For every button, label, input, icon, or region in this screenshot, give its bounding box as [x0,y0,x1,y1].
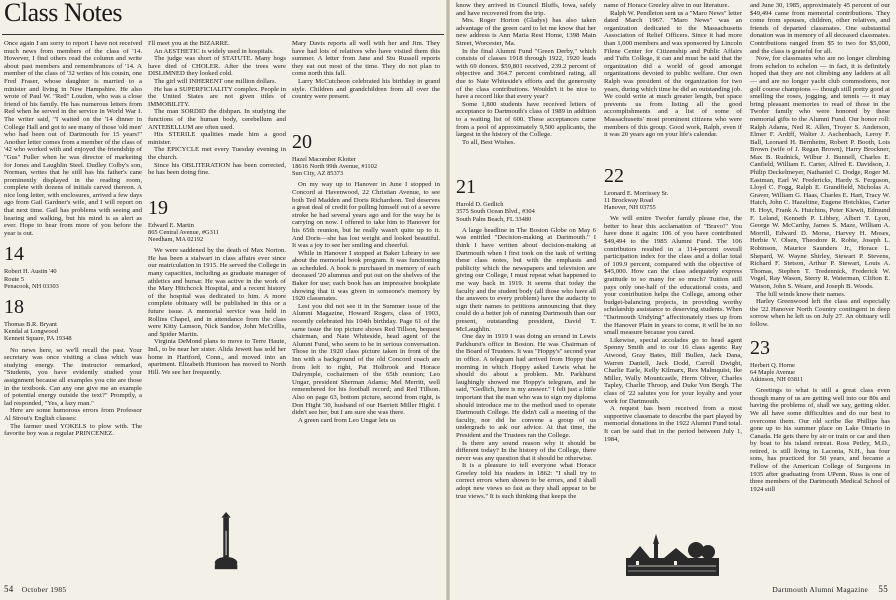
column-paragraph: Harley Greenwood left the class and especially the '22 Hanover North Country contingent in deep sorrow when he left us on July 27. An obituary will follow. [750,298,890,328]
column-paragraph: A green card from Leo Ungar lets us [298,416,396,424]
column-paragraph: know they arrived in Council Bluffs, Iowa, safely and have recovered from the trip. [456,2,596,17]
address-line: Atkinson, NH 03811 [750,375,804,383]
class-number: 22 [604,164,624,187]
address-line: Route 5 [4,275,25,283]
column-paragraph: Now, for classmates who are no longer climbing from echelon to echelon — in fact, it is definitely hoped that they are not climbing any ladders at all — and are no longer yacht club commodores, nor golf course champions — though still pretty good at smelling the roses, jogging, and tennis — it may bring pleasant memories to read of those in the Twofer family who were honored by these memorial gifts to the Alumni Fund. Our honor roll: Ralph Adams, Ned R. Allen, Troyer S. Anderson, Elmer F. Ardiff, Walter J. Aschenbach, Leroy F. Ball, Leonard H. Bernheim, Robert P. Booth, Lois Brown (wife of J. Regan Brown), Harry Brockner, Max B. Rudnick, Wilbur J. Bunnell, Charles E. Canfield, William E. Carter, Alfred E. Davidson, J. Philip Deckelmeyer, Nathaniel C. Dodge, Roger M. Eastman, Earl W. Fredericks, Hardy S. Ferguson, Lloyd C. Fogg, Ralph E. Grandfield, Nicholas A. Graver, William G. Haas, Charles E. Hart, Tracy W. Hatch, John C. Hazeltine, Eugene Hotchkiss, Carter H. Hoyt, Frank A. Hutchins, Peter Kiewit, Edmund F. Leland, Kenneth P. Libbey, Albert T. Lyon, George W. McCarthy, James S. Maze, William A. Morrill, Edward D. Morse, Harvey H. Moses, Herbie V. Olsen, Theodore R. Robie, Joseph L. Robinson, Maurice Saunders Jr., Horace L. Shepard, W. Wayne Shirley, Stewart P. Stevens, Richard F. Stetson, Arthur P. Stewart, Louis A. Thomas, Stephen T. Tredennick, Frederick W. Vogel, Ray Wason, Sterry R. Waterman, Clifton E. Watson, John S. Weare, and Joseph B. Woods. [750,55,890,290]
column-paragraph: A large headline in The Boston Globe on May 6 was entitled "Decision-making at Dartmouth." I think I have written about decision-making at Dartmouth when I first took on the task of writing these class notes, but with the emphasis and publicity which the newspapers and television are giving our College, I must repeat what happened to me way back in 1919. It seems that today the faculty and the student body (all those who have all the answers to every problem) have the audacity to sign their names to petitions announcing that they could do a better job of running Dartmouth than our present, outstanding president, David T. McLaughlin. [456,226,596,333]
village-woodcut-illustration [624,528,721,580]
column-paragraph: I'll meet you at the BIZARRE. [148,40,230,47]
column-paragraph: The farmer used YOKELS to plow with. The favorite boy was a regular PRINCENEZ. [4,422,142,438]
right-column-2 [604,2,742,522]
column-paragraph: A request has been received from a most supportive classmate to describe the part played by memorial donations in the 1922 Alumni Fund total. It can be said that in the period between July 1, 1984, [604,405,742,443]
column-paragraph: We were saddened by the death of Max Norton. He has been a stalwart in class affairs ever since our matriculation in 1915. He served the College in many capacities, including as graduate manager of athletics and bursar. He was active in the work of the Mary Hitchcock Hospital, and a recent history of the hospital was dedicated to him. A more complete obituary will be published in this or a future issue. A memorial service was held in Rollins Chapel, and in attendance from the class were Kitty Lamson, Nick Sandoe, John McCrillis, and Spider Martin. [148,247,286,338]
column-paragraph: He has a SUPERFICIALITY complex. People in the United States are not given titles of IMMOBILITY. [148,85,286,108]
column-paragraph: The EPICYCLE met every Tuesday evening in the church. [148,146,286,161]
address-line: 64 Maple Avenue [750,368,795,376]
address-line: Hazel Macomber Klotter [292,155,356,163]
class-secretary-address [4,268,142,290]
class-number: 23 [750,336,770,359]
column-paragraph: The hill winds know their names. [756,290,846,298]
column-paragraph: Some 1,800 students have received letters of acceptance to Dartmouth's class of 1989 in addition to a waiting list of 600. These acceptances came from a pool of approximately 9,500 applicants, the largest in the history of the College. [456,100,596,139]
address-line: Herbert Q. Horne [750,361,795,369]
left-folio [4,584,66,594]
address-line: Hanover, NH 03755 [604,204,656,212]
right-column-3 [750,2,890,582]
column-paragraph: and June 30, 1985, approximately 45 percent of our $49,494 came from memorial contributions. They come from spouses, children, other relatives, and friends of departed classmates. One substantial donation was in memory of all deceased classmates. Contributions ranged from $5 to two for $5,000, and the class is grateful for all. [750,2,890,55]
column-paragraph: On my way up to Hanover in June I stopped in Concord at Havenwood, 22 Christian Avenue, to see both Ted Madden and Doris Richardson. Ted deserves a great deal of credit for pulling himself out of a severe stroke he had several years ago and for the way he is carrying on now. I offered to take him to Hanover for his 65th reunion, but he really wasn't quite up to it. And Doris—she has lost weight and looked beautiful. It was a joy to see her smiling and cheerful. [292,181,440,250]
column-paragraph: An AESTHETIC is widely used in hospitals. [154,47,274,55]
address-line: 18616 North 99th Avenue, #1102 [292,162,378,170]
column-paragraph: Likewise, special accolades go to head agent Spenny Smith and to our 16 class agents: Ray Atwood, Gray Bates, Bill Bullen, Jack Dana, Warren Daniell, Jack Dodd, Carroll Dwight, Charlie Earle, Kelly Kilmarx, Rex Malmquist, Ike Miller, Wally Mountcastle, Herm Oliver, Charles Tapley, Charlie Throop, and Duke Von Bergh. The class of '22 salutes you for your loyalty and your work for Dartmouth. [604,336,742,405]
address-line: Sun City, AZ 85373 [292,170,344,178]
tower-figure-illustration [188,512,266,572]
class-secretary-address [292,156,440,178]
column-paragraph: Larry McCutcheon celebrated his birthday in grand style. Children and grandchildren from all over the country were present. [292,77,440,101]
column-paragraph: Here are some humorous errors from Professor Al Strout's English classes: [4,407,142,422]
column-paragraph: Virginia DeMond plans to move to Terre Haute, Ind., to be near her sister. Alida Jewett has sold her home in Hartford, Conn., and moved into an apartment. Elizabeth Huntoon has moved to North Hill. We see her frequently. [148,338,286,376]
column-paragraph: While in Hanover I stopped at Baker Library to see about the memorial book program. It was functioning as scheduled. A book is purchased in memory of each deceased '20 alumnus and put out on the shelves of the Baker for use; each book has an impressive bookplate showing that it was given in someone's memory by 1920 classmates. [292,249,440,303]
column-paragraph: Since his OBLITERATION has been corrected, he has been doing fine. [148,161,286,177]
class-number: 20 [292,130,312,153]
address-line: Thomas B.R. Bryant [4,321,57,329]
column-paragraph: Lest you did not see it in the Summer issue of the Alumni Magazine, Howard Rogers, class of 1903, recently celebrated his 104th birthday. Page 61 of the same issue the top picture shows Red Tillson, bequest chairman, and Nate Whiteside, head agent of the Alumni Fund, who seem to be in serious conversation. Those in the 1920 class picture taken in front of the Inn with a background of the old Concord coach are from left to right, Pat Holbrook and Horace Dalrymple, cochairmen of the 65th reunion; Leo Ungar, president Sherman Adams; Mel Merritt, well remembered for his football record; and Red Tillson. Also on page 63, bottom picture, second from right, is Don Hight '30, husband of our Harriett Miller Hight. I didn't see her, but I am sure she was there. [292,302,440,417]
column-paragraph: Is there any sound reason why it should be different today? In the history of the College, there never was any question that it should be otherwise. [456,439,596,462]
column-paragraph: It is a pleasure to tell everyone what Horace Greeley told his readers in 1862: "I shall try to correct errors when shown to be errors, and I shall adopt new views so fast as they shall appear to be true views." It is such thinking that keeps the [456,462,596,500]
column-paragraph: The judge was short of STATUTE. Many hogs have died of CHOLER. After the trees were DISLIMNED they looked cold. [148,55,286,78]
column-paragraph: Mrs. Roger Horton (Gladys) has also taken advantage of the green card to let me know that her new address is Ann Maria Rest Home, 1398 Main Street, Worcester, Ma. [456,17,596,47]
right-column-1 [456,2,596,582]
right-page [448,0,896,600]
column-paragraph: The girl will INHERENT one million dollars. [154,77,277,85]
column-paragraph: No news here, so we'll recall the past. Your secretary was once visiting a class which was studying energy. The instructor remarked, "Students, you have evidently studied your assignment because all examples you cite are those in the textbook. Can any one give me an example of potential energy outside the text?" Promptly, a lad responded, "Yes, a lazy man." [4,346,142,407]
section-title: Class Notes [4,0,122,27]
page-number: 54 [4,584,14,594]
intro-paragraph: Once again I am sorry to report I have not received much news from members of the class of '14. However, I find others read the column and write about past members and remembrances of '14. A member of the class of '32 writes of his cousin, one Fred Fraser, whose daughter is married to a minister and living in New Hampshire. He also wrote of Paul W. "Red" Loudon, who was a close friend of his family. He has numerous letters from Red when he served in the service in World War I. The writer said, "I waited on the '14 dinner in College Hall and got to see many of those 'old men' who had been out of Dartmouth for 15 years!" Another letter comes from a member of the class of '42 who worked with and enjoyed the friendship of "Gus" Fuller when he was director of marketing for Jones and Laughlin Steel. Dudley Colby's son, Norman, writes that he still has his father's cane prominently displayed in the reading room, complete with dozens of initials carved thereon. A nice long letter, with enclosures, arrived a few days ago from Gail Gardner's wife, and I will report on that next time. Gail has problems with seeing and hearing and walking, but his mind is as alert as ever. Hope to hear from more of you before the year is out. [4,40,142,237]
title-rule [2,34,444,35]
class-secretary-address [4,321,142,343]
class-secretary-address [456,201,596,223]
class-secretary-address [604,190,742,212]
address-line: 11 Brockway Road [604,196,654,204]
magazine-name: Dartmouth Alumni Magazine [772,585,869,594]
column-paragraph: Greetings to what is still a great class even though many of us are getting well into our 80s and having the problems of, shall we say, getting older. We all have some difficulties and do our best to overcome them. Our old scribe Ike Phillips has gone up to his summer place on Lake Ontario in Canada. He gets there by air or train or car and then by boat to his island retreat. Ross Petley, M.D., retired, is still living in Laconia, N.H., has four sons, has practiced for 50 years, and became a Fellow of the American College of Surgeons in 1935 after graduating from UPenn. Russ is one of three members of the Dartmouth Medical School of 1924 still [750,387,890,493]
address-line: Penacook, NH 03303 [4,282,59,290]
address-line: Kendal at Longwood [4,328,58,336]
address-line: Edward E. Martin [148,221,194,229]
left-column-1 [4,40,142,582]
right-folio [772,584,888,594]
column-paragraph: His STERILE qualities made him a good minister. [148,131,286,146]
address-line: 865 Central Avenue, #G311 [148,228,219,236]
column-paragraph: name of Horace Greeley alive in our literature. [604,2,730,9]
class-number: 21 [456,176,476,199]
address-line: Kennett Square, PA 19348 [4,335,72,343]
column-paragraph: We will entire Twofer family please rise, the better to hear this acclamation of "Bravo!" You have done it again: 106 of you have contributed $49,494 to the 1985 Alumni Fund. The 106 contributors resulted in a 114-percent overall participation index for the class and a dollar total of 109.9 percent, compared with the objective of $45,000. How can the class adequately express gratitude to so many for so much? Tuition still pays only one-half of the educational costs, and your contribution helps the College, among other budget-balancing projects, in providing worthy scholarship assistance to deserving students. When "Dartmouth Undying" affectionately rises up from the Hanover Plain in years to come, it will be in no small measure because you cared. [604,215,742,337]
class-number: 14 [4,243,24,266]
page-number: 55 [878,584,888,594]
address-line: Robert H. Austin '40 [4,268,57,276]
class-number: 19 [148,196,168,219]
class-secretary-address [148,222,286,244]
address-line: South Palm Beach, FL 33480 [456,215,532,223]
address-line: Leonard E. Morrissey Sr. [604,189,669,197]
column-paragraph: Ralph W. Pendleton sent us a "Maro News" letter dated March 1967. "Maro News" was an organization dedicated to the Massachusetts Association of Relief Officers. Since it had more than 1,000 members and was sponsored by Lincoln Filene Center for Citizenship and Public Affairs and Tufts College, it can and must be said that the organization did a world of good amongst organizations devoted to public welfare. Our own Ralph was president of the organization for two years, during which time he did an outstanding job. We could write at much greater length, but space prevents us from listing all the good accomplishments and a list of some of Massachusetts' most prominent citizens who were members of this group. Good work, Ralph, even if it was 20 years ago on your life's calendar. [604,9,742,139]
address-line: Harold D. Gedlich [456,201,504,209]
left-column-3 [292,40,440,582]
address-line: 3575 South Ocean Blvd., #304 [456,208,535,216]
class-secretary-address [750,362,890,384]
issue-date: October 1985 [21,585,67,594]
column-paragraph: Mary Davis reports all well with her and Jim. They have had lots of relatives who have visited them this summer. A letter from Jane and Stu Russell reports they eat out most of the time. They do not plan to come north this fall. [292,40,440,78]
column-paragraph: In the final Alumni Fund "Green Derby," which consists of classes 1918 through 1922, 1920 leads with 69 donors. $59,801 received, 239.2 percent of objective and 364.7 percent combined rating, all due to Nate Whiteside's efforts and the generosity of the class contributions. Wouldn't it be nice to have a record like that every year? [456,47,596,101]
column-paragraph: To all, Best Wishes. [462,138,516,146]
left-column-2 [148,40,286,510]
address-line: Needham, MA 02192 [148,236,204,244]
column-paragraph: One day in 1919 I was doing an errand in Lewis Parkhurst's office in Boston. He was Chairman of the Board of Trustees. It was "Hoppy's" second year in office. A telegram had arrived from Hoppy that morning in which Hoppy asked Lewis what he should do about a problem. Mr. Parkhurst laughingly showed me Hoppy's telegram, and he said, "Gedlich, here is my answer." I felt just a little important that the man who was to sign my diploma should introduce me to the method used to operate Dartmouth College. He didn't call a meeting of the faculty, nor did he convene a group of us undergrads to ask our advice. At that time, the President and the Trustees ran the College. [456,333,596,439]
class-number: 18 [4,296,24,319]
column-paragraph: The man SORDID the dishpan. In studying the functions of the human body, cerebellum and ANTEBELLUM are often used. [148,108,286,131]
